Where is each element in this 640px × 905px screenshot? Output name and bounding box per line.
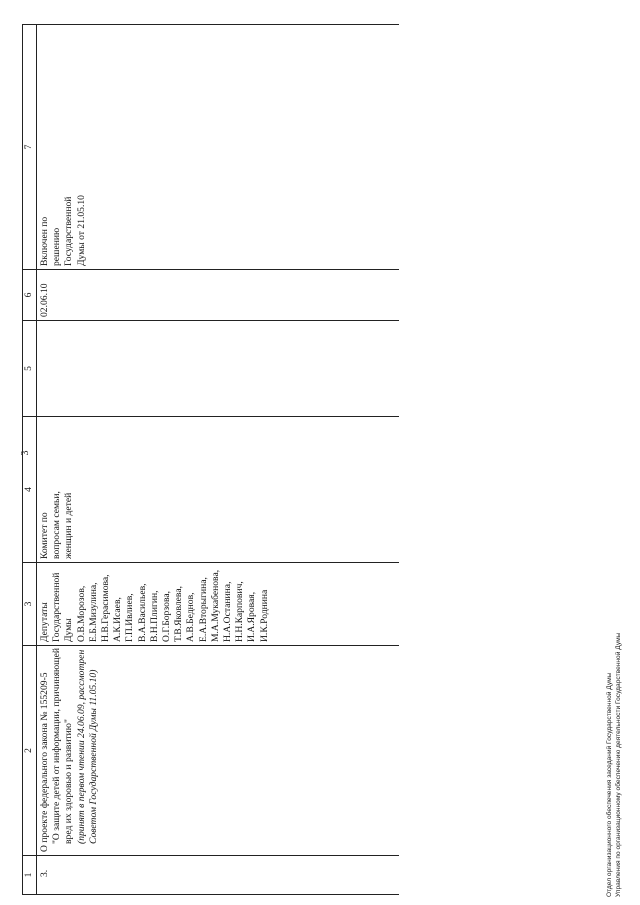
date-value: 02.06.10 xyxy=(39,283,50,317)
column-5-cell xyxy=(37,321,400,417)
footer-line-2: Управления по организационному обеспечению деятельности Государственной Думы xyxy=(615,632,622,897)
column-header-2: 2 xyxy=(23,646,37,856)
author-line: Н.А.Останина, xyxy=(222,581,234,642)
author-line: А.К.Исаев, xyxy=(112,597,124,642)
remark-cell xyxy=(37,25,400,270)
bill-note-line: (принят в первом чтении 24.06.09, рассмотрен xyxy=(75,649,87,844)
committee-line: вопросам семьи, xyxy=(51,491,63,559)
column-header-3: 3 xyxy=(23,563,37,646)
remark-line: Государственной xyxy=(63,196,75,266)
bill-title-line: вред их здоровью и развитию" xyxy=(63,719,75,844)
author-line: В.А.Васильев, xyxy=(136,583,148,642)
authors-cell xyxy=(37,563,400,646)
author-line: О.В.Морозов, xyxy=(75,585,87,642)
committee-line: женщин и детей xyxy=(63,492,75,559)
author-line: И.К.Роднина xyxy=(258,589,270,642)
author-line: Г.П.Ивлиев, xyxy=(124,593,136,642)
author-line: Государственной xyxy=(51,572,63,642)
author-line: Н.Н.Карпович, xyxy=(234,581,246,642)
author-line: Депутаты xyxy=(39,602,50,642)
author-line: А.В.Беднов, xyxy=(185,592,197,642)
column-header-5: 5 xyxy=(23,321,37,417)
author-line: Н.В.Герасимова, xyxy=(100,574,112,642)
remark-line: Думы от 21.05.10 xyxy=(75,195,87,266)
page-number: 3 xyxy=(20,450,31,456)
bill-title-cell xyxy=(37,646,400,856)
column-header-4: 4 xyxy=(23,417,37,563)
column-header-1: 1 xyxy=(23,856,37,895)
footer xyxy=(605,633,623,897)
author-line: В.Н.Плигин, xyxy=(148,590,160,642)
author-line: Е.А.Вторыгина, xyxy=(197,577,209,642)
author-line: О.Г.Борзова, xyxy=(161,591,173,642)
table-row xyxy=(37,25,400,895)
committee-cell xyxy=(37,417,400,563)
column-header-6: 6 xyxy=(23,270,37,321)
committee-line: Комитет по xyxy=(39,512,50,559)
author-line: М.А.Мукабенова, xyxy=(209,569,221,642)
author-line: Т.В.Яковлева, xyxy=(173,586,185,642)
bill-title-line: "О защите детей от информации, причиняющей xyxy=(51,648,63,844)
bill-note-line: Советом Государственной Думы 11.05.10) xyxy=(87,669,99,844)
bill-title-line: О проекте федерального закона № 155209-5 xyxy=(39,672,50,852)
author-line: Е.Б.Мизулина, xyxy=(87,582,99,642)
footer-line-1: Отдел организационного обеспечения заседаний Государственной Думы xyxy=(606,672,613,897)
author-line: Думы xyxy=(63,618,75,642)
column-header-7: 7 xyxy=(23,25,37,270)
table-header-row xyxy=(23,25,37,895)
row-number-text: 3. xyxy=(39,869,50,877)
remark-line: Включен по xyxy=(39,216,50,266)
agenda-table xyxy=(22,24,399,895)
row-number xyxy=(37,856,400,895)
remark-line: решению xyxy=(51,227,63,266)
author-line: И.А.Яровая, xyxy=(246,591,258,642)
date-cell xyxy=(37,270,400,321)
